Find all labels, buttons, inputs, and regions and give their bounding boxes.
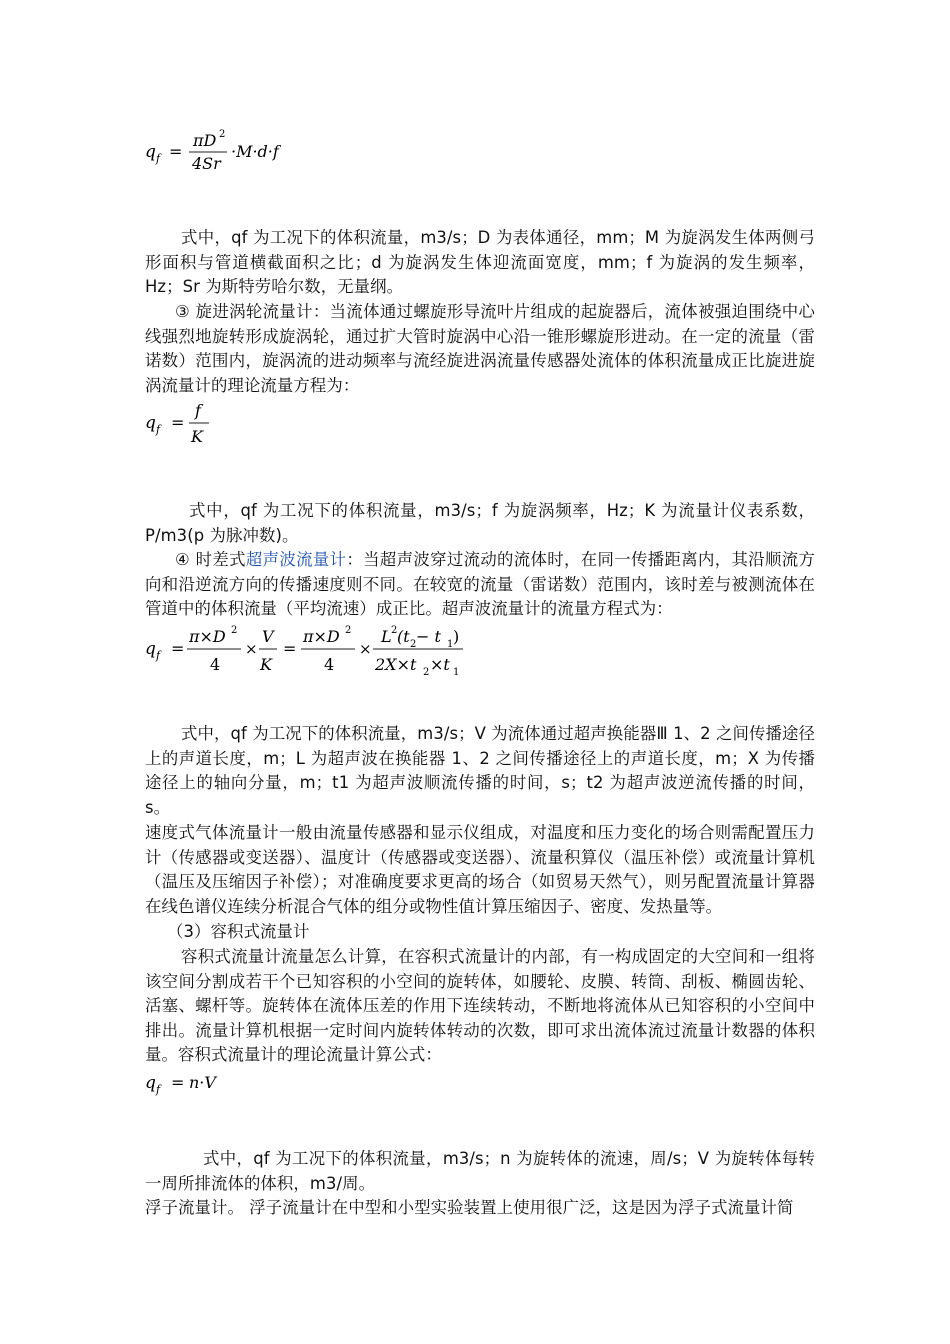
- formula-equals-2: =: [283, 639, 297, 658]
- paragraph-ultrasonic-prefix: ④ 时差式: [175, 550, 246, 569]
- formula-denominator-2: K: [260, 655, 272, 674]
- paragraph-float-flowmeter: 浮子流量计。 浮子流量计在中型和小型实验装置上使用很广泛，这是因为浮子式流量计简: [145, 1198, 794, 1217]
- formula-times-2: ×: [359, 640, 372, 658]
- formula-superscript-3: 2: [345, 625, 352, 636]
- paragraph-ultrasonic: [145, 548, 815, 622]
- formula-numerator-4-l: L: [381, 627, 392, 646]
- formula-vortex-flow-svg: [145, 126, 335, 176]
- paragraph-gas-flowmeter: 速度式气体流量计一般由流量传感器和显示仪组成，对温度和压力变化的场合则需配置压力计（传感器或变送器）、温度计（传感器或变送器）、流量积算仪（温压补偿）或流量计算机（温压及压缩因子补偿）；对准确度要求更高的场合（如贸易天然气），则另配置流量计算器在线色谱仪连续分析混合气体的组分或物性值计算压缩因子、密度、发热量等。: [145, 823, 815, 916]
- formula-numerator: f: [195, 401, 201, 420]
- formula-denominator-4-a: 2X×t: [375, 655, 417, 674]
- paragraph-precession-definitions: 式中，qf 为工况下的体积流量，m3/s；f 为旋涡频率，Hz；K 为流量计仪表系数，P/m3(p 为脉冲数)。: [145, 501, 815, 545]
- formula-lhs-subscript: f: [156, 423, 161, 436]
- formula-equals: =: [171, 639, 185, 658]
- formula-denominator-1: 4: [210, 655, 221, 674]
- formula-times-1: ×: [245, 640, 258, 658]
- formula-numerator-4-close: ): [453, 627, 460, 646]
- formula-denominator-3: 4: [324, 655, 335, 674]
- formula-denominator: K: [191, 427, 203, 446]
- ultrasonic-flowmeter-link[interactable]: 超声波流量计: [245, 550, 347, 569]
- formula-lhs-subscript: f: [156, 152, 161, 165]
- formula-equals: =: [171, 413, 185, 432]
- paragraph-positive-displacement: 容积式流量计流量怎么计算，在容积式流量计的内部，有一构成固定的大空间和一组将该空间分割成若干个已知容积的小空间的旋转体，如腰轮、皮膜、转筒、刮板、椭圆齿轮、活塞、螺杆等。旋转体在流体压差的作用下连续转动，不断地将流体从已知容积的小空间中排出。流量计算机根据一定时间内旋转体转动的次数，即可求出流体流过流量计数器的体积量。容积式流量计的理论流量计算公式：: [145, 947, 815, 1065]
- formula-lhs-subscript: f: [156, 1083, 161, 1096]
- paragraph-precession-vortex: ③ 旋进涡轮流量计：当流体通过螺旋形导流叶片组成的起旋器后，流体被强迫围绕中心线强烈地旋转形成旋涡轮，通过扩大管时旋涡中心沿一锥形螺旋形进动。在一定的流量（雷诺数）范围内，旋涡流的进动频率与流经旋进涡流量传感器处流体的体积流量成正比旋进旋涡流量计的理论流量方程为：: [145, 302, 815, 395]
- formula-lhs: q: [145, 639, 156, 659]
- formula-numerator-2: V: [262, 627, 274, 646]
- formula-precession-flow-svg: [145, 400, 225, 450]
- formula-precession-flow: [145, 400, 225, 454]
- formula-numerator-4-t1: − t: [416, 627, 441, 646]
- formula-equals: =: [171, 1073, 185, 1092]
- paragraph-displacement-definitions: 式中，qf 为工况下的体积流量，m3/s；n 为旋转体的流速，周/s；V 为旋转体每转一周所排流体的体积，m3/周。: [145, 1149, 815, 1193]
- formula-numerator-superscript: 2: [219, 129, 226, 140]
- formula-ultrasonic-flow: [145, 622, 475, 686]
- formula-denominator-4-sub1: 2: [423, 667, 430, 678]
- formula-vortex-flow: [145, 126, 335, 180]
- formula-superscript-4: 2: [391, 625, 398, 636]
- formula-numerator-3: π×D: [303, 627, 340, 646]
- formula-lhs-subscript: f: [156, 649, 161, 662]
- formula-lhs: q: [145, 142, 156, 162]
- formula-numerator-1: π×D: [189, 627, 226, 646]
- formula-lhs: q: [145, 1073, 156, 1093]
- paragraph-ultrasonic-text: ：当超声波穿过流动的流体时，在同一传播距离内，其沿顺流方向和沿逆流方向的传播速度则不同。在较宽的流量（雷诺数）范围内，该时差与被测流体在管道中的体积流量（平均流速）成正比。超声波流量计的流量方程式为：: [145, 550, 815, 619]
- paragraph-vortex-definitions: 式中，qf 为工况下的体积流量，m3/s；D 为表体通径，mm；M 为旋涡发生体两侧弓形面积与管道横截面积之比；d 为旋涡发生体迎流面宽度，mm；f 为旋涡的发生频率，Hz；Sr 为斯特劳哈尔数，无量纲。: [145, 228, 815, 297]
- formula-denominator-4-b: ×t: [430, 655, 450, 674]
- formula-numerator-4-t2: (t: [397, 627, 410, 646]
- formula-displacement-flow-svg: [145, 1066, 265, 1102]
- formula-denominator: 4Sr: [192, 154, 221, 173]
- paragraph-ultrasonic-definitions: 式中，qf 为工况下的体积流量，m3/s；V 为流体通过超声换能器Ⅲ 1、2 之间传播途径上的声道长度，m；L 为超声波在换能器 1、2 之间传播途径上的声道长度，m；X 为传播途径上的轴向分量，m；t1 为超声波顺流传播的时间，s；t2 为超声波逆流传播的时间，s。: [145, 724, 815, 817]
- formula-subscript-4a: 2: [410, 639, 417, 650]
- formula-denominator-4-sub2: 1: [453, 667, 460, 678]
- formula-rhs: n·V: [189, 1073, 216, 1092]
- formula-subscript-4b: 1: [447, 639, 454, 650]
- formula-superscript-1: 2: [231, 625, 238, 636]
- section-heading-positive-displacement: （3）容积式流量计: [167, 922, 310, 941]
- formula-equals: =: [169, 142, 183, 161]
- formula-ultrasonic-flow-svg: [145, 622, 475, 682]
- formula-lhs: q: [145, 413, 156, 433]
- formula-tail: ·M·d·f: [231, 142, 279, 161]
- formula-numerator: πD: [193, 131, 217, 150]
- formula-displacement-flow: [145, 1066, 265, 1106]
